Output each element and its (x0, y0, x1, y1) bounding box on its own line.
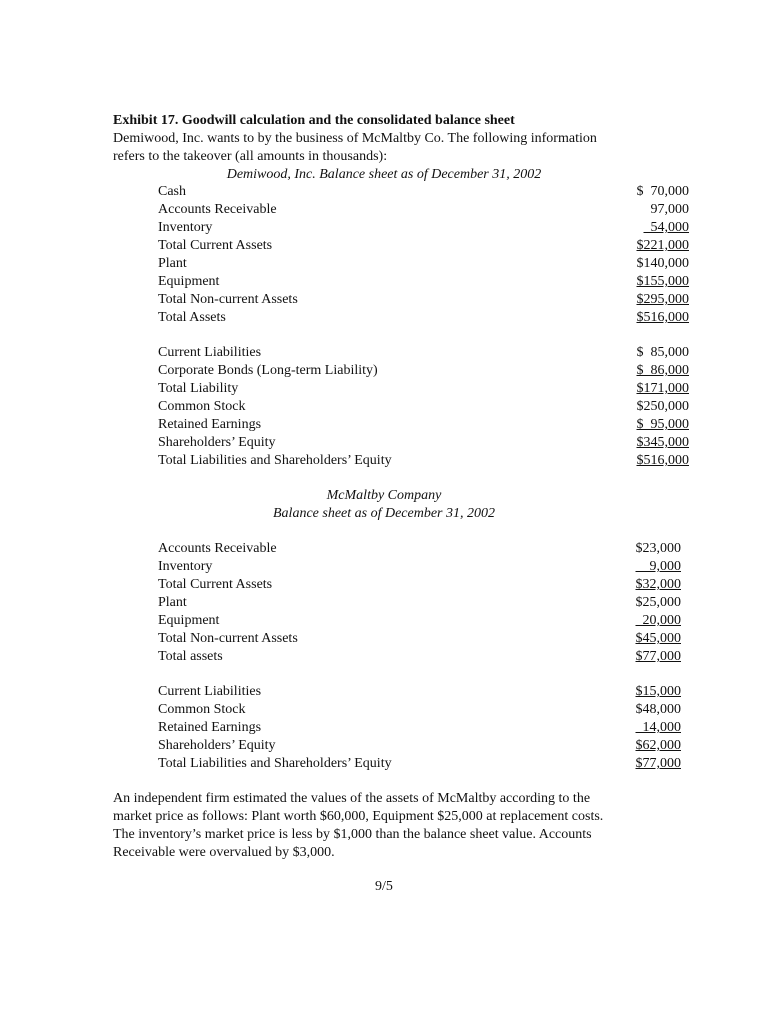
row-label: Common Stock (158, 399, 246, 414)
row-value: $221,000 (636, 238, 689, 253)
row-label: Total Assets (158, 310, 226, 325)
row-value: $77,000 (635, 649, 681, 664)
closing-line-3: The inventory’s market price is less by $1,000 than the balance sheet value. Accounts (113, 827, 592, 842)
row-value: 14,000 (635, 720, 681, 735)
row-value: 97,000 (650, 202, 689, 217)
row-value: $48,000 (635, 702, 681, 717)
row-label: Retained Earnings (158, 417, 262, 432)
row-label: Total Liabilities and Shareholders’ Equity (158, 453, 392, 468)
row-value: $295,000 (636, 292, 689, 307)
row-label: Accounts Receivable (158, 541, 277, 556)
row-label: Total Non-current Assets (158, 292, 298, 307)
row-label: Shareholders’ Equity (158, 435, 276, 450)
row-label: Shareholders’ Equity (158, 738, 276, 753)
page-number: 9/5 (375, 879, 393, 894)
row-label: Current Liabilities (158, 345, 262, 360)
row-label: Cash (158, 184, 186, 199)
row-value: 54,000 (643, 220, 689, 235)
intro-line-1: Demiwood, Inc. wants to by the business of McMaltby Co. The following information (113, 131, 597, 146)
row-label: Inventory (158, 559, 213, 574)
row-label: Equipment (158, 613, 220, 628)
row-label: Total Current Assets (158, 238, 273, 253)
row-value: $77,000 (635, 756, 681, 771)
closing-line-4: Receivable were overvalued by $3,000. (113, 845, 335, 860)
row-label: Total assets (158, 649, 223, 664)
closing-line-1: An independent firm estimated the values of the assets of McMaltby according to the (113, 791, 591, 806)
row-value: $62,000 (635, 738, 681, 753)
row-label: Total Liability (158, 381, 239, 396)
row-value: $ 95,000 (636, 417, 689, 432)
row-label: Equipment (158, 274, 220, 289)
row-value: $ 70,000 (636, 184, 689, 199)
row-value: $ 86,000 (636, 363, 689, 378)
row-value: $15,000 (635, 684, 681, 699)
row-label: Total Non-current Assets (158, 631, 298, 646)
row-value: $45,000 (635, 631, 681, 646)
row-value: $32,000 (635, 577, 681, 592)
closing-line-2: market price as follows: Plant worth $60,000, Equipment $25,000 at replacement costs. (113, 809, 604, 824)
row-value: $ 85,000 (636, 345, 689, 360)
row-value: $250,000 (636, 399, 689, 414)
demiwood-heading: Demiwood, Inc. Balance sheet as of December 31, 2002 (226, 167, 542, 182)
row-label: Current Liabilities (158, 684, 262, 699)
row-value: $516,000 (636, 310, 689, 325)
intro-line-2: refers to the takeover (all amounts in thousands): (113, 149, 388, 164)
row-label: Inventory (158, 220, 213, 235)
row-label: Retained Earnings (158, 720, 262, 735)
row-value: $345,000 (636, 435, 689, 450)
row-label: Plant (158, 256, 187, 271)
row-value: $23,000 (635, 541, 681, 556)
row-value: $25,000 (635, 595, 681, 610)
mcmaltby-heading-2: Balance sheet as of December 31, 2002 (273, 506, 495, 521)
row-value: 9,000 (635, 559, 681, 574)
row-value: $516,000 (636, 453, 689, 468)
row-label: Total Liabilities and Shareholders’ Equity (158, 756, 392, 771)
row-label: Accounts Receivable (158, 202, 277, 217)
row-value: 20,000 (635, 613, 681, 628)
row-label: Total Current Assets (158, 577, 273, 592)
row-label: Plant (158, 595, 187, 610)
row-value: $155,000 (636, 274, 689, 289)
row-label: Corporate Bonds (Long-term Liability) (158, 363, 378, 378)
mcmaltby-heading-1: McMaltby Company (326, 488, 442, 503)
exhibit-title: Exhibit 17. Goodwill calculation and the consolidated balance sheet (113, 113, 515, 128)
row-value: $140,000 (636, 256, 689, 271)
row-value: $171,000 (636, 381, 689, 396)
row-label: Common Stock (158, 702, 246, 717)
